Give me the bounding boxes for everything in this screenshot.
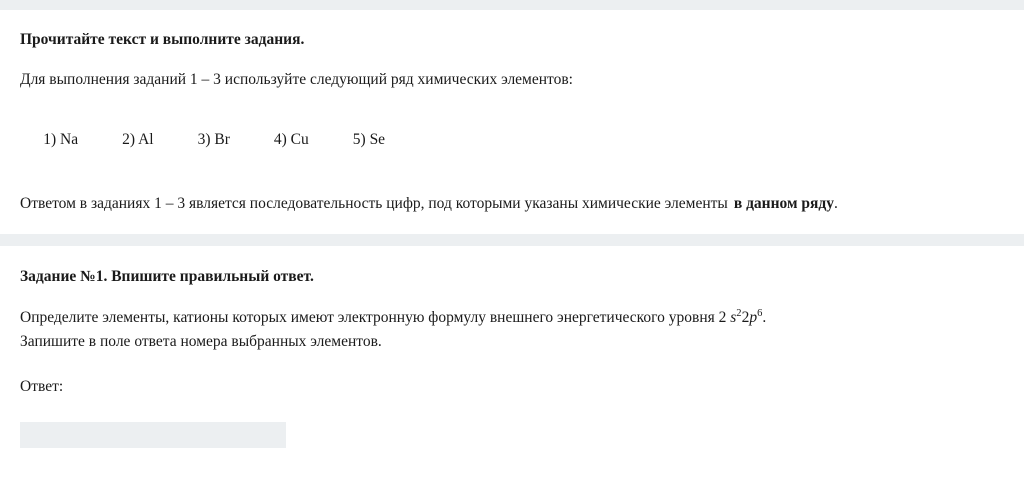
element-number-2: 2) — [122, 131, 136, 149]
element-number-5: 5) — [352, 131, 366, 149]
answer-note-text: Ответом в заданиях 1 – 3 является последовательность цифр, под которыми указаны химические элементы — [20, 195, 728, 213]
task-statement-part1: Определите элементы, катионы которых имеют электронную формулу внешнего энергетического уровня 2 — [20, 308, 731, 326]
formula-p: p — [749, 308, 758, 326]
formula-s-exponent: 2 — [736, 307, 742, 319]
task-title: Задание №1. Впишите правильный ответ. — [20, 267, 314, 285]
task-statement — [20, 306, 1004, 354]
elements-list — [20, 113, 1004, 167]
element-item-4 — [274, 131, 309, 149]
answer-format-note — [20, 193, 1004, 215]
element-symbol-5: Se — [369, 131, 386, 149]
answer-label: Ответ: — [20, 377, 64, 395]
element-symbol-1: Na — [60, 131, 79, 149]
formula-middle: 2 — [741, 308, 750, 326]
element-item-2 — [122, 131, 153, 149]
intro-instruction: Для выполнения заданий 1 – 3 используйте следующий ряд химических элементов: — [20, 70, 573, 88]
answer-note-period: . — [834, 195, 838, 213]
top-divider-strip — [0, 0, 1024, 10]
element-item-5 — [353, 131, 385, 149]
section-divider-strip — [0, 234, 1024, 246]
formula-p-exponent: 6 — [757, 307, 763, 319]
intro-block — [0, 10, 1024, 234]
intro-heading: Прочитайте текст и выполните задания. — [20, 31, 305, 48]
answer-note-emphasis: в данном ряду — [733, 195, 835, 213]
element-symbol-4: Cu — [290, 131, 309, 149]
element-symbol-2: Al — [138, 131, 154, 149]
task-statement-line2: Запишите в поле ответа номера выбранных элементов. — [20, 332, 382, 350]
task-statement-part2: . — [762, 308, 767, 326]
formula-s: s — [730, 308, 737, 326]
task-block — [0, 246, 1024, 448]
answer-input[interactable] — [20, 422, 286, 448]
element-item-3 — [198, 131, 230, 149]
element-number-1: 1) — [43, 131, 57, 149]
element-number-4: 4) — [273, 131, 287, 149]
element-symbol-3: Br — [214, 131, 230, 149]
element-item-1 — [43, 131, 78, 149]
element-number-3: 3) — [197, 131, 211, 149]
